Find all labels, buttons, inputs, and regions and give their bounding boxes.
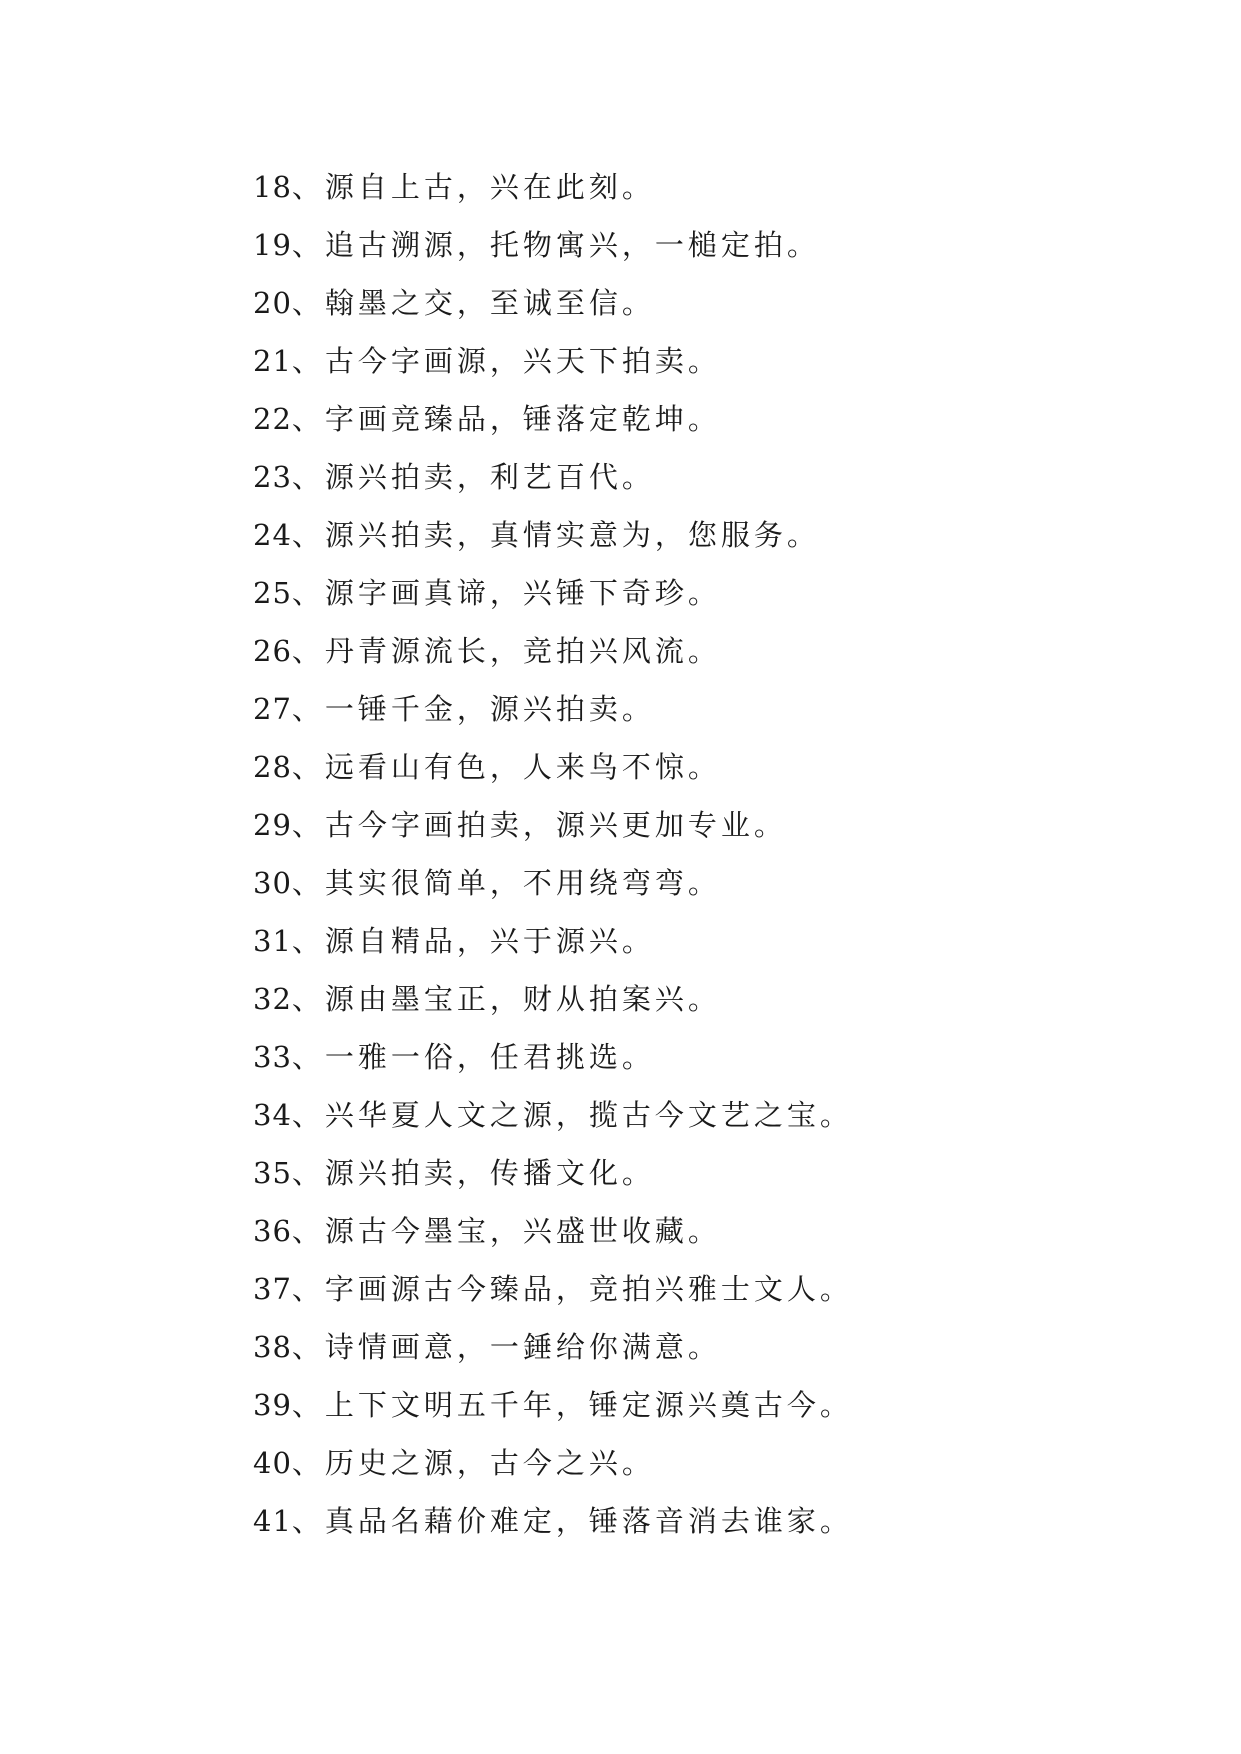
line-text: 、源由墨宝正，财从拍案兴。 xyxy=(291,982,721,1016)
slogan-line xyxy=(253,1144,853,1202)
line-text: 、源兴拍卖，利艺百代。 xyxy=(291,460,655,494)
line-number: 28 xyxy=(253,750,292,784)
line-number: 22 xyxy=(253,402,292,436)
line-number: 23 xyxy=(253,460,292,494)
line-text: 、翰墨之交，至诚至信。 xyxy=(291,286,655,320)
line-text: 、古今字画拍卖，源兴更加专业。 xyxy=(291,808,787,842)
line-text: 、源古今墨宝，兴盛世收藏。 xyxy=(291,1214,721,1248)
line-number: 36 xyxy=(253,1214,292,1248)
line-text: 、其实很简单，不用绕弯弯。 xyxy=(291,866,721,900)
slogan-line xyxy=(253,1434,853,1492)
line-number: 38 xyxy=(253,1330,292,1364)
line-text: 、历史之源，古今之兴。 xyxy=(291,1446,655,1480)
line-text: 、上下文明五千年，锤定源兴奠古今。 xyxy=(291,1388,853,1422)
slogan-line xyxy=(253,274,853,332)
line-number: 19 xyxy=(253,228,292,262)
slogan-line xyxy=(253,1376,853,1434)
line-text: 、丹青源流长，竞拍兴风流。 xyxy=(291,634,721,668)
line-text: 、真品名藉价难定，锤落音消去谁家。 xyxy=(291,1504,853,1538)
slogan-line xyxy=(253,1492,853,1550)
slogan-line xyxy=(253,1086,853,1144)
line-text: 、源兴拍卖，真情实意为，您服务。 xyxy=(291,518,820,552)
slogan-line xyxy=(253,1318,853,1376)
line-text: 、一锤千金，源兴拍卖。 xyxy=(291,692,655,726)
line-number: 37 xyxy=(253,1272,292,1306)
slogan-line xyxy=(253,390,853,448)
line-number: 18 xyxy=(253,170,292,204)
line-text: 、字画源古今臻品，竞拍兴雅士文人。 xyxy=(291,1272,853,1306)
slogan-line xyxy=(253,1202,853,1260)
slogan-line xyxy=(253,970,853,1028)
line-number: 27 xyxy=(253,692,292,726)
slogan-line xyxy=(253,216,853,274)
slogan-line xyxy=(253,854,853,912)
slogan-line xyxy=(253,448,853,506)
slogan-line xyxy=(253,796,853,854)
line-number: 31 xyxy=(253,924,292,958)
line-number: 24 xyxy=(253,518,292,552)
line-number: 35 xyxy=(253,1156,292,1190)
slogan-line xyxy=(253,564,853,622)
line-number: 25 xyxy=(253,576,292,610)
slogan-line xyxy=(253,1028,853,1086)
line-number: 34 xyxy=(253,1098,292,1132)
line-number: 33 xyxy=(253,1040,292,1074)
line-text: 、古今字画源，兴天下拍卖。 xyxy=(291,344,721,378)
line-text: 、兴华夏人文之源，揽古今文艺之宝。 xyxy=(291,1098,853,1132)
line-number: 21 xyxy=(253,344,292,378)
slogan-line xyxy=(253,1260,853,1318)
line-number: 30 xyxy=(253,866,292,900)
line-number: 32 xyxy=(253,982,292,1016)
line-number: 29 xyxy=(253,808,292,842)
line-text: 、源自精品，兴于源兴。 xyxy=(291,924,655,958)
line-text: 、源自上古，兴在此刻。 xyxy=(291,170,655,204)
line-number: 26 xyxy=(253,634,292,668)
line-text: 、一雅一俗，任君挑选。 xyxy=(291,1040,655,1074)
slogan-line xyxy=(253,912,853,970)
slogan-line xyxy=(253,332,853,390)
slogan-line xyxy=(253,622,853,680)
line-text: 、源字画真谛，兴锤下奇珍。 xyxy=(291,576,721,610)
slogan-line xyxy=(253,680,853,738)
line-number: 41 xyxy=(253,1504,292,1538)
line-number: 39 xyxy=(253,1388,292,1422)
line-text: 、诗情画意，一錘给你满意。 xyxy=(291,1330,721,1364)
line-number: 20 xyxy=(253,286,292,320)
line-text: 、远看山有色，人来鸟不惊。 xyxy=(291,750,721,784)
slogan-line xyxy=(253,158,853,216)
line-number: 40 xyxy=(253,1446,292,1480)
line-text: 、源兴拍卖，传播文化。 xyxy=(291,1156,655,1190)
line-text: 、追古溯源，托物寓兴，一槌定拍。 xyxy=(291,228,820,262)
slogan-line xyxy=(253,506,853,564)
slogan-list xyxy=(253,158,853,1550)
line-text: 、字画竞臻品，锤落定乾坤。 xyxy=(291,402,721,436)
slogan-line xyxy=(253,738,853,796)
